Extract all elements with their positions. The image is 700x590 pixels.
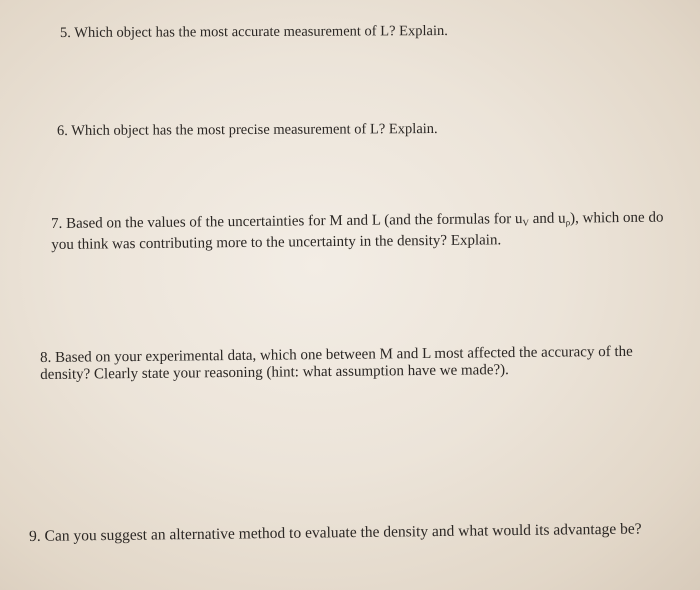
- question-6-text: 6. Which object has the most precise measurement of L? Explain.: [56, 121, 438, 139]
- question-8-line-2: density? Clearly state your reasoning (hint: what assumption have we made?).: [40, 362, 509, 383]
- question-7-text-end: ), which one do: [570, 209, 664, 227]
- question-9: [29, 521, 642, 545]
- question-5: [60, 23, 448, 42]
- question-8-line-1: 8. Based on your experimental data, which one between M and L most affected the accuracy of the: [40, 343, 633, 366]
- question-7: [51, 210, 664, 254]
- question-9-text: 9. Can you suggest an alternative method to evaluate the density and what would its advantage be?: [29, 520, 642, 545]
- question-7-text-start: 7. Based on the values of the uncertainties for M and L (and the formulas for u: [51, 211, 523, 232]
- question-7-line-1: [51, 210, 664, 232]
- question-7-line-2: you think was contributing more to the uncertainty in the density? Explain.: [51, 231, 502, 253]
- question-6: [57, 121, 438, 140]
- question-5-text: 5. Which object has the most accurate measurement of L? Explain.: [59, 22, 448, 42]
- subscript-rho: ρ: [565, 217, 571, 228]
- question-8: [40, 344, 633, 384]
- question-7-text-mid: and u: [528, 210, 566, 227]
- subscript-v: V: [522, 217, 530, 228]
